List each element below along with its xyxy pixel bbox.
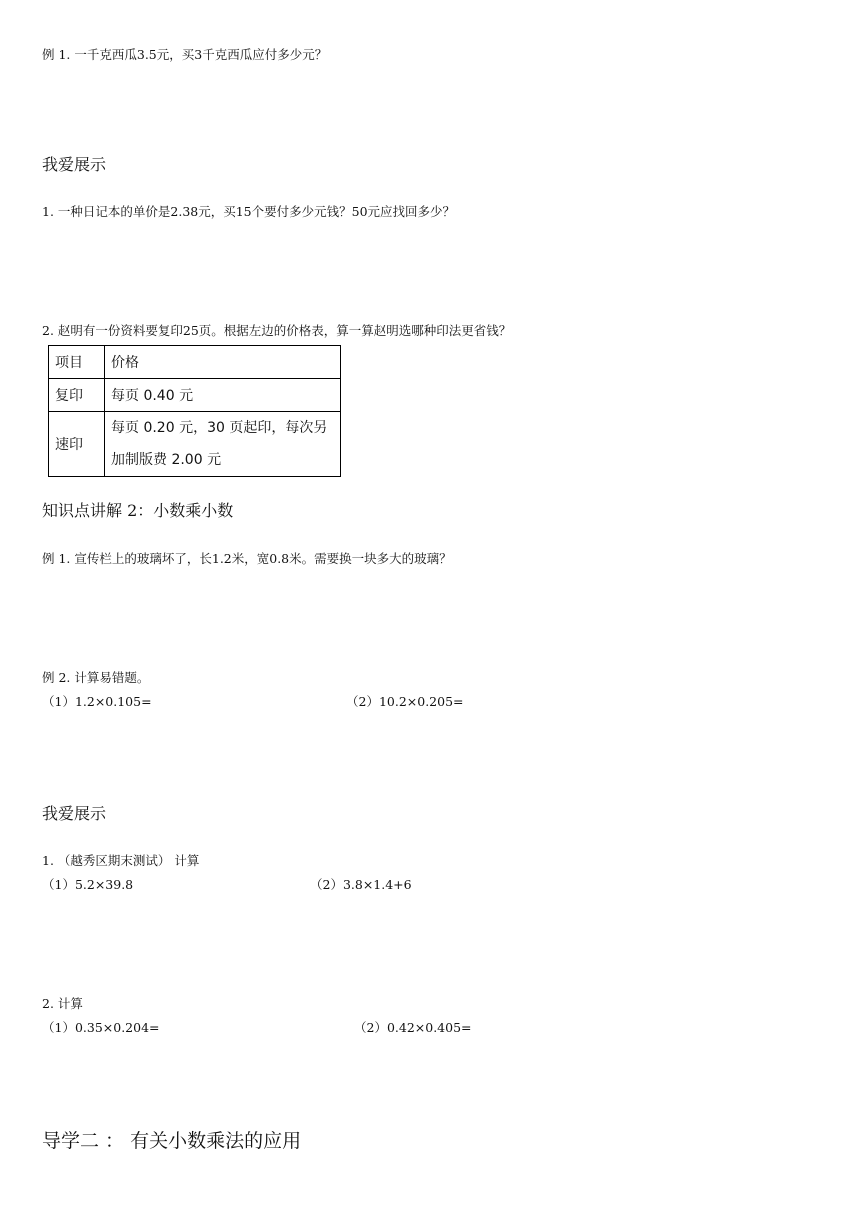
table-row bbox=[49, 379, 341, 412]
table-header-price: 价格 bbox=[105, 346, 341, 379]
section-title-show-2: 我爱展示 bbox=[42, 804, 107, 823]
example-2-part-1: （1）1.2×0.105= bbox=[42, 694, 152, 709]
table-header-item: 项目 bbox=[49, 346, 105, 379]
example-1-glass: 例 1. 宣传栏上的玻璃坏了，长1.2米，宽0.8米。需要换一块多大的玻璃？ bbox=[42, 551, 452, 566]
table-row bbox=[49, 412, 341, 477]
section-title-show-1: 我爱展示 bbox=[42, 155, 107, 174]
table-cell-copy: 复印 bbox=[49, 379, 105, 412]
table-cell-quick-print: 速印 bbox=[49, 412, 105, 477]
show2-question-2-part-1: （1）0.35×0.204= bbox=[42, 1020, 160, 1035]
example-2-part-2: （2）10.2×0.205= bbox=[346, 694, 464, 709]
show2-question-1-part-2: （2）3.8×1.4+6 bbox=[310, 877, 412, 892]
show2-question-1-part-1: （1）5.2×39.8 bbox=[42, 877, 134, 892]
example-1-watermelon: 例 1. 一千克西瓜3.5元，买3千克西瓜应付多少元？ bbox=[42, 47, 328, 62]
question-1-notebook: 1. 一种日记本的单价是2.38元，买15个要付多少元钱？50元应找回多少？ bbox=[42, 204, 456, 219]
table-cell-quick-print-price: 每页 0.20 元，30 页起印，每次另加制版费 2.00 元 bbox=[105, 412, 341, 477]
show2-question-2-part-2: （2）0.42×0.405= bbox=[354, 1020, 472, 1035]
section-title-guide-2: 导学二 ： 有关小数乘法的应用 bbox=[42, 1130, 302, 1152]
table-header-row bbox=[49, 346, 341, 379]
show2-question-2: 2. 计算 bbox=[42, 996, 83, 1011]
show2-question-1: 1. （越秀区期末测试） 计算 bbox=[42, 853, 200, 868]
example-2-error-prone: 例 2. 计算易错题。 bbox=[42, 670, 150, 685]
price-table bbox=[48, 345, 341, 477]
table-cell-copy-price: 每页 0.40 元 bbox=[105, 379, 341, 412]
section-title-knowledge-2: 知识点讲解 2：小数乘小数 bbox=[42, 501, 234, 520]
question-2-copying: 2. 赵明有一份资料要复印25页。根据左边的价格表，算一算赵明选哪种印法更省钱？ bbox=[42, 323, 512, 338]
